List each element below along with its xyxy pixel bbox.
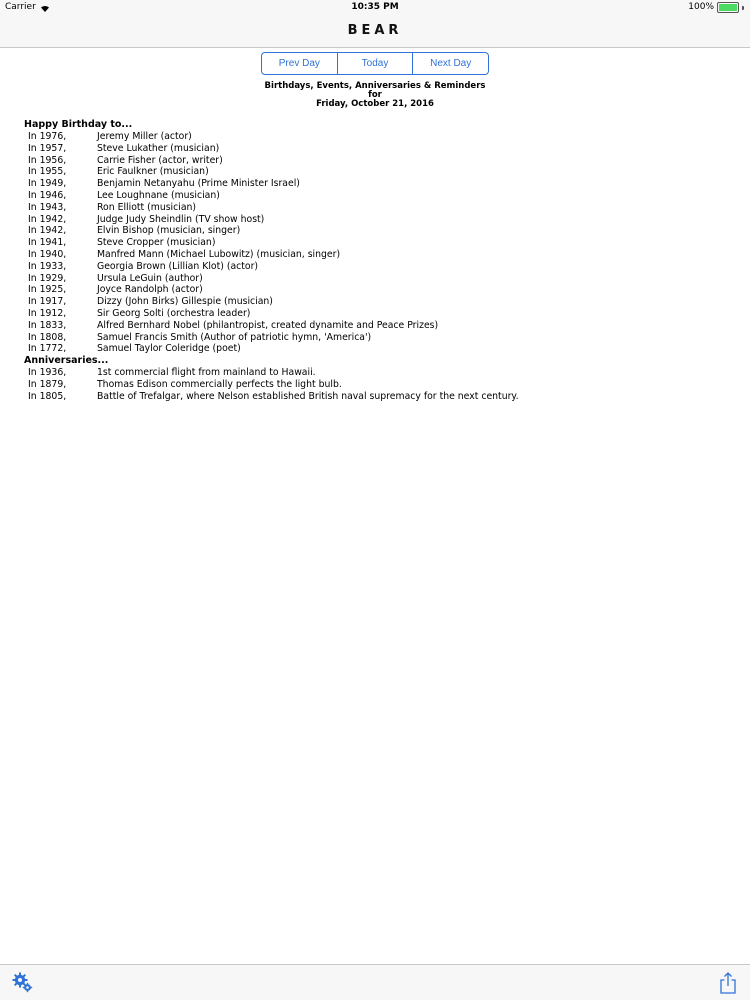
item-year: In 1976, — [28, 131, 67, 142]
item-text: Manfred Mann (Michael Lubowitz) (musician, singer) — [97, 248, 341, 260]
item-year: In 1940, — [28, 248, 67, 260]
battery-fill — [719, 4, 737, 11]
status-bar — [0, 0, 750, 15]
list-item — [24, 190, 724, 202]
list-item — [24, 143, 724, 155]
item-text: Benjamin Netanyahu (Prime Minister Israel) — [97, 178, 300, 190]
item-year: In 1942, — [28, 225, 67, 237]
item-text: Dizzy (John Birks) Gillespie (musician) — [97, 296, 273, 308]
list-item — [24, 284, 724, 296]
bottom-toolbar — [0, 964, 750, 1000]
list-item — [24, 202, 724, 214]
item-text: Georgia Brown (Lillian Klot) (actor) — [97, 260, 259, 272]
birthdays-title: Happy Birthday to... — [24, 119, 133, 130]
item-year: In 1936, — [28, 367, 67, 379]
share-icon[interactable] — [719, 972, 737, 994]
events-content — [24, 119, 724, 403]
item-year: In 1933, — [28, 260, 67, 272]
item-text: Samuel Francis Smith (Author of patriotic hymn, 'America') — [97, 331, 372, 343]
today-button[interactable]: Today — [338, 53, 414, 74]
list-item — [24, 261, 724, 273]
date-heading — [0, 82, 750, 109]
item-year: In 1955, — [28, 166, 67, 178]
item-text: Eric Faulkner (musician) — [97, 166, 209, 178]
status-right — [688, 0, 744, 15]
item-text: Jeremy Miller (actor) — [97, 131, 192, 142]
item-year: In 1942, — [28, 213, 67, 225]
heading-line-3: Friday, October 21, 2016 — [316, 99, 434, 109]
item-year: In 1949, — [28, 178, 67, 190]
list-item — [24, 391, 724, 403]
next-day-button[interactable]: Next Day — [430, 58, 472, 69]
list-item — [24, 237, 724, 249]
item-text: Ron Elliott (musician) — [97, 201, 197, 213]
list-item — [24, 379, 724, 391]
list-item — [24, 308, 724, 320]
heading-line-2: for — [368, 90, 382, 100]
battery-icon — [717, 2, 739, 13]
item-text: Sir Georg Solti (orchestra leader) — [97, 307, 251, 319]
list-item — [24, 343, 724, 355]
nav-bar — [0, 15, 750, 48]
item-text: Steve Lukather (musician) — [97, 142, 220, 154]
item-year: In 1956, — [28, 154, 67, 166]
heading-line-1: Birthdays, Events, Anniversaries & Reminders — [264, 81, 486, 91]
list-item — [24, 296, 724, 308]
item-year: In 1912, — [28, 307, 67, 319]
item-text: Thomas Edison commercially perfects the light bulb. — [97, 378, 342, 390]
item-text: Ursula LeGuin (author) — [97, 272, 203, 284]
item-year: In 1879, — [28, 378, 67, 390]
birthday-list — [24, 131, 724, 355]
list-item — [24, 178, 724, 190]
carrier-label: Carrier — [5, 2, 36, 12]
anniversaries-title: Anniversaries... — [24, 355, 109, 367]
list-item — [24, 367, 724, 379]
item-year: In 1772, — [28, 343, 67, 355]
item-year: In 1917, — [28, 296, 67, 308]
item-year: In 1957, — [28, 142, 67, 154]
status-time: 10:35 PM — [351, 2, 399, 12]
item-year: In 1929, — [28, 272, 67, 284]
item-year: In 1943, — [28, 201, 67, 213]
list-item — [24, 320, 724, 332]
page-title: BEAR — [347, 23, 403, 38]
item-text: Alfred Bernhard Nobel (philantropist, created dynamite and Peace Prizes) — [97, 319, 439, 331]
list-item — [24, 332, 724, 344]
list-item — [24, 225, 724, 237]
item-year: In 1941, — [28, 237, 67, 249]
list-item — [24, 131, 724, 143]
item-year: In 1925, — [28, 284, 67, 296]
list-item — [24, 155, 724, 167]
item-text: Elvin Bishop (musician, singer) — [97, 225, 241, 237]
list-item — [24, 249, 724, 261]
item-text: Battle of Trefalgar, where Nelson established British naval supremacy for the next century. — [97, 390, 519, 402]
list-item — [24, 166, 724, 178]
item-text: Samuel Taylor Coleridge (poet) — [97, 343, 241, 355]
item-year: In 1805, — [28, 390, 67, 402]
gear-icon[interactable] — [12, 972, 34, 994]
list-item — [24, 214, 724, 226]
item-text: Carrie Fisher (actor, writer) — [97, 154, 223, 166]
battery-tip — [742, 6, 744, 10]
item-year: In 1946, — [28, 189, 67, 201]
item-text: Lee Loughnane (musician) — [97, 189, 220, 201]
item-text: Joyce Randolph (actor) — [97, 284, 203, 296]
item-text: Steve Cropper (musician) — [97, 237, 216, 249]
day-segmented-control — [261, 52, 489, 75]
list-item — [24, 273, 724, 285]
anniversary-list — [24, 367, 724, 402]
item-text: Judge Judy Sheindlin (TV show host) — [97, 213, 265, 225]
item-year: In 1833, — [28, 319, 67, 331]
battery-percent: 100% — [688, 2, 714, 12]
prev-day-button[interactable]: Prev Day — [262, 53, 338, 74]
item-text: 1st commercial flight from mainland to Hawaii. — [97, 367, 316, 379]
item-year: In 1808, — [28, 331, 67, 343]
